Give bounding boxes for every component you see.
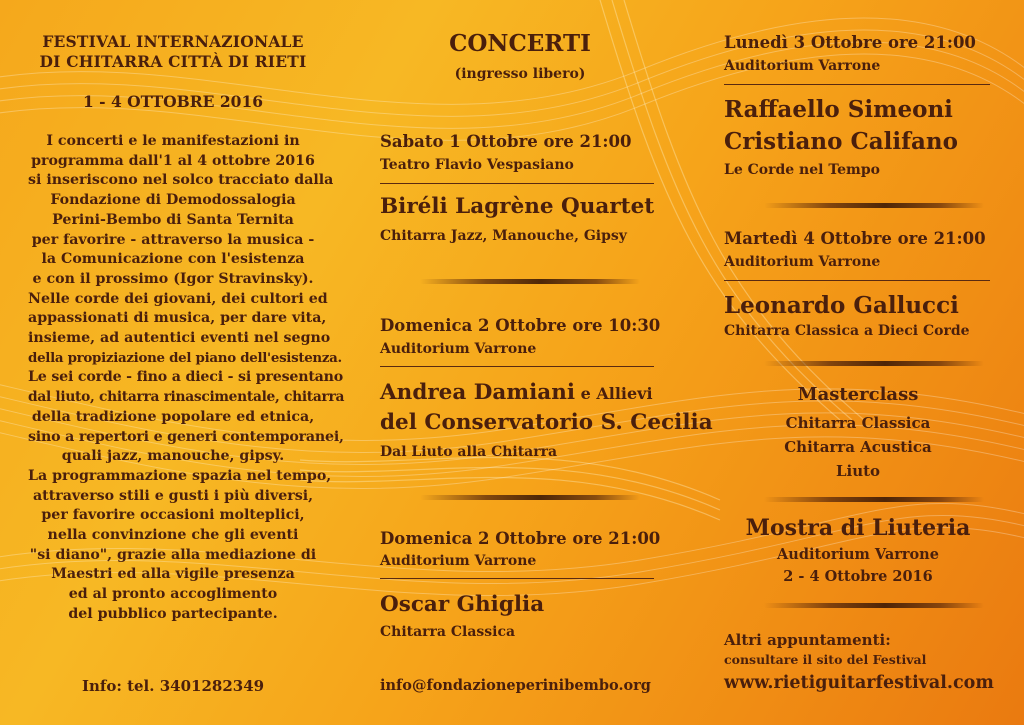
event-venue: Auditorium Varrone — [380, 553, 537, 569]
event-date: Martedì 4 Ottobre ore 21:00 — [724, 229, 986, 248]
event-date: Domenica 2 Ottobre ore 21:00 — [380, 529, 661, 548]
event-artist-name: Andrea Damiani — [380, 380, 575, 405]
masterclass-item: Liuto — [835, 462, 881, 480]
intro-line: la Comunicazione con l'esistenza — [41, 251, 305, 268]
event-description: Chitarra Jazz, Manouche, Gipsy — [380, 228, 627, 244]
festival-dates: 1 - 4 OTTOBRE 2016 — [82, 92, 264, 111]
intro-line: I concerti e le manifestazioni in — [46, 133, 300, 149]
event-description: Chitarra Classica a Dieci Corde — [724, 323, 970, 339]
event-venue: Teatro Flavio Vespasiano — [380, 157, 574, 173]
intro-line: Fondazione di Demodossalogia — [50, 192, 296, 209]
intro-line: ed al pronto accoglimento — [68, 586, 278, 603]
altri-appuntamenti-title: Altri appuntamenti: — [724, 631, 891, 649]
brush-divider — [420, 279, 640, 284]
brush-divider — [764, 361, 984, 366]
brush-divider — [764, 603, 984, 608]
intro-line: insieme, ad autentici eventi nel segno — [28, 330, 331, 347]
concerti-title: CONCERTI — [449, 30, 591, 57]
intro-line: dal liuto, chitarra rinascimentale, chitarra — [28, 389, 345, 406]
intro-line: "si diano", grazie alla mediazione di — [29, 546, 317, 563]
festival-title-line1: FESTIVAL INTERNAZIONALE — [42, 32, 304, 51]
mostra-venue: Auditorium Varrone — [777, 546, 939, 563]
event-date: Sabato 1 Ottobre ore 21:00 — [380, 132, 632, 151]
intro-line: del pubblico partecipante. — [68, 605, 278, 622]
intro-line: Le sei corde - fino a dieci - si presentano — [28, 369, 344, 386]
brush-divider — [420, 495, 640, 500]
event-artist: Biréli Lagrène Quartet — [380, 194, 655, 219]
event-venue: Auditorium Varrone — [380, 341, 537, 357]
event-divider — [380, 578, 654, 579]
masterclass-item: Chitarra Acustica — [784, 438, 932, 456]
intro-line: programma dall'1 al 4 ottobre 2016 — [31, 152, 315, 169]
event-divider — [724, 84, 990, 85]
event-artist-suffix: e Allievi — [575, 384, 653, 403]
left-column — [28, 0, 345, 725]
intro-line: attraverso stili e gusti i più diversi, — [32, 487, 314, 504]
intro-line: La programmazione spazia nel tempo, — [28, 467, 332, 484]
event-venue: Auditorium Varrone — [724, 58, 881, 74]
intro-line: e con il prossimo (Igor Stravinsky). — [32, 270, 314, 287]
event-divider — [724, 280, 990, 281]
event-artist: Oscar Ghiglia — [380, 592, 545, 617]
event-date: Domenica 2 Ottobre ore 10:30 — [380, 316, 661, 335]
intro-line: quali jazz, manouche, gipsy. — [61, 448, 285, 465]
event-artist-line2: Cristiano Califano — [724, 128, 958, 155]
info-telephone: Info: tel. 3401282349 — [81, 677, 265, 695]
altri-appuntamenti-subtitle: consultare il sito del Festival — [724, 652, 927, 667]
intro-line: sino a repertori e generi contemporanei, — [28, 428, 344, 445]
intro-line: nella convinzione che gli eventi — [47, 527, 299, 544]
event-artist — [380, 380, 653, 405]
brush-divider — [764, 203, 984, 208]
mostra-dates: 2 - 4 Ottobre 2016 — [783, 568, 933, 585]
masterclass-title: Masterclass — [797, 384, 919, 405]
intro-line: Maestri ed alla vigile presenza — [51, 566, 295, 583]
festival-intro-text — [28, 132, 345, 625]
brush-divider — [764, 497, 984, 502]
event-venue: Auditorium Varrone — [724, 254, 881, 270]
mostra-title: Mostra di Liuteria — [745, 515, 971, 541]
concerti-subtitle: (ingresso libero) — [454, 66, 586, 82]
intro-line: per favorire - attraverso la musica - — [31, 231, 315, 248]
event-description: Le Corde nel Tempo — [724, 162, 880, 178]
intro-line: Nelle corde dei giovani, dei cultori ed — [28, 290, 328, 307]
event-artist: Leonardo Gallucci — [724, 292, 959, 319]
intro-line: della propiziazione del piano dell'esistenza. — [28, 349, 342, 366]
event-date: Lunedì 3 Ottobre ore 21:00 — [724, 33, 976, 52]
event-description: Dal Liuto alla Chitarra — [380, 444, 558, 460]
intro-line: per favorire occasioni molteplici, — [41, 507, 305, 524]
festival-title-line2: DI CHITARRA CITTÀ DI RIETI — [39, 52, 307, 71]
right-column — [724, 0, 992, 725]
event-artist-line2: del Conservatorio S. Cecilia — [380, 410, 713, 435]
intro-line: Perini-Bembo di Santa Ternita — [52, 211, 294, 228]
event-artist: Raffaello Simeoni — [724, 96, 953, 123]
intro-line: della tradizione popolare ed etnica, — [31, 408, 315, 425]
festival-website-link[interactable]: www.rietiguitarfestival.com — [724, 673, 994, 693]
masterclass-item: Chitarra Classica — [785, 414, 931, 432]
contact-email[interactable]: info@fondazioneperinibembo.org — [380, 677, 651, 694]
event-description: Chitarra Classica — [380, 624, 516, 640]
event-divider — [380, 366, 654, 367]
festival-title — [28, 32, 318, 72]
middle-column — [380, 0, 713, 725]
intro-line: si inseriscono nel solco tracciato dalla — [28, 172, 334, 189]
event-divider — [380, 183, 654, 184]
intro-line: appassionati di musica, per dare vita, — [28, 310, 327, 327]
